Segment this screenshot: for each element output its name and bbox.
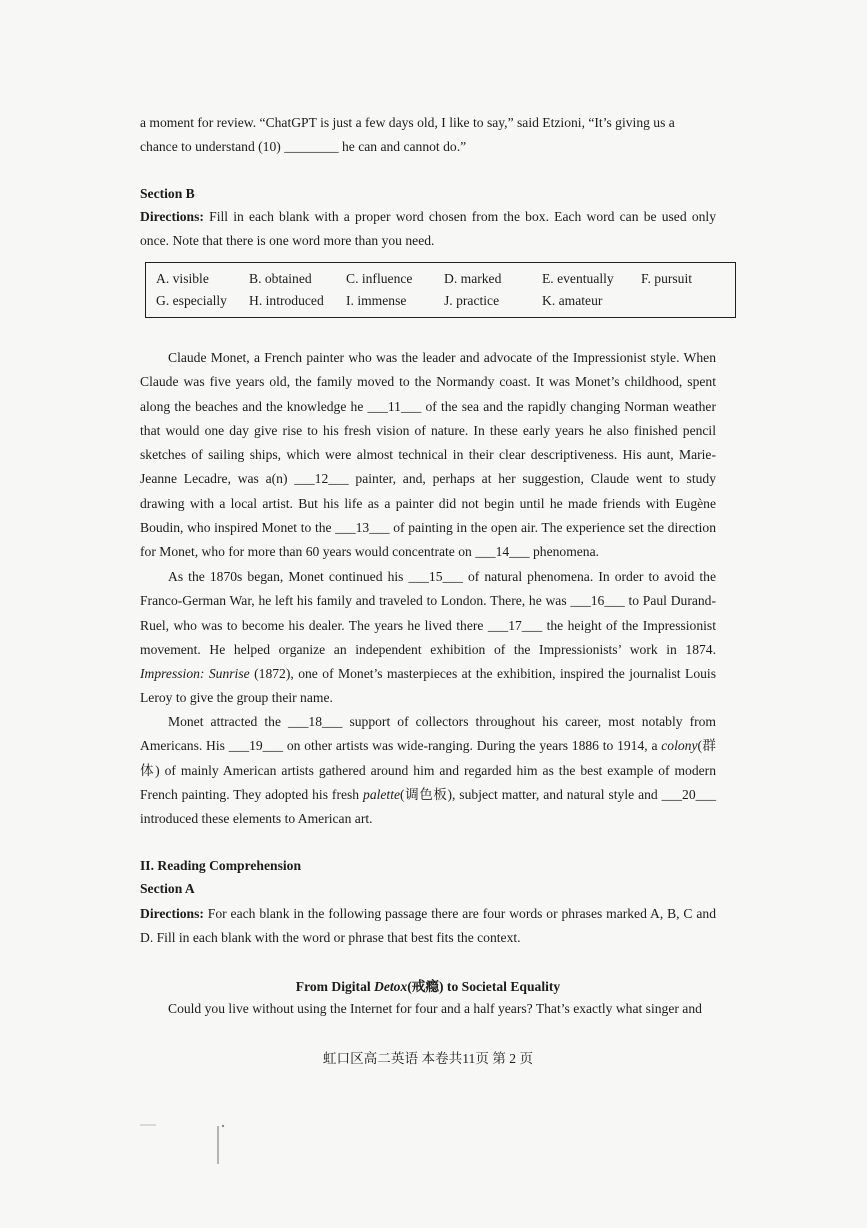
word-option: I. immense [346, 293, 407, 308]
pen-mark-icon [212, 1122, 232, 1167]
word-option: A. visible [156, 271, 209, 286]
directions-label: Directions: [140, 209, 204, 224]
word-option: E. eventually [542, 271, 614, 286]
intro-line-2: chance to understand (10) ________ he can and cannot do.” [140, 139, 467, 154]
word-option: J. practice [444, 293, 500, 308]
article-title-italic: Detox [374, 979, 408, 994]
word-option: C. influence [346, 271, 413, 286]
page-footer: 虹口区高二英语 本卷共11页 第 2 页 [322, 1051, 534, 1066]
intro-line-1: a moment for review. “ChatGPT is just a few days old, I like to say,” said Etzioni, “It’s giving us a [140, 115, 675, 130]
palette-word: palette [363, 786, 401, 802]
article-title-part-a: From Digital [295, 979, 375, 994]
word-box [145, 262, 736, 318]
section-b-directions [140, 205, 716, 254]
section-b-title: Section B [140, 186, 195, 201]
passage-paragraph-2 [140, 565, 716, 711]
word-option: K. amateur [542, 293, 603, 308]
paragraph-3-text-a: Monet attracted the ___18___ support of collectors throughout his career, most notably from Americans. His ___19___ on other artists was wide-ranging. During the years 1886 to 1914, a [140, 714, 716, 754]
paragraph-2-text-a: As the 1870s began, Monet continued his ___15___ of natural phenomena. In order to avoid the Franco-German War, he left his family and traveled to London. There, he was ___16___ to Paul Durand-Ruel, who was to become his dealer. The years he lived there ___17___ the height of the Impressionist movement. He helped organize an independent exhibition of the Impressionists’ work in 1874. [140, 569, 716, 657]
colony-gloss: (群体) [140, 738, 716, 778]
reading-comprehension-title: II. Reading Comprehension [140, 858, 302, 873]
reading-directions-text: For each blank in the following passage there are four words or phrases marked A, B, C and D. Fill in each blank with the word or phrase that best fits the context. [140, 906, 716, 946]
word-option: G. especially [156, 293, 227, 308]
artwork-title: Impression: Sunrise [140, 666, 250, 682]
word-option: H. introduced [249, 293, 324, 308]
reading-directions [140, 902, 716, 951]
article-title [140, 975, 716, 995]
reading-section-a-title: Section A [140, 881, 195, 896]
paragraph-3-text-c: , subject matter, and natural style and ___20___ introduced these elements to American art. [140, 786, 717, 827]
directions-text: Fill in each blank with a proper word chosen from the box. Each word can be used only once. Note that there is one word more than you need. [140, 209, 716, 249]
smudge-mark-icon [138, 1122, 160, 1128]
word-option: B. obtained [249, 271, 312, 286]
article-first-line: Could you live without using the Internet for four and a half years? That’s exactly what singer and [168, 1001, 702, 1016]
word-option: F. pursuit [641, 271, 693, 286]
paragraph-3-text-b: of mainly American artists gathered around him and regarded him as the best example of modern French painting. They adopted his fresh [140, 762, 717, 802]
article-title-part-b: (戒瘾) to Societal Equality [407, 979, 561, 994]
palette-gloss: (调色板) [400, 786, 452, 802]
reading-directions-label: Directions: [140, 906, 204, 921]
word-option: D. marked [444, 271, 502, 286]
passage-paragraph-1: Claude Monet, a French painter who was the leader and advocate of the Impressionist style. When Claude was five years old, the family moved to the Normandy coast. It was Monet’s childhood, spent along the beaches and the knowledge he ___11___ of the sea and the rapidly changing Norman weather that would one day give rise to his fresh vision of nature. In these early years he also finished pencil sketches of sailing ships, which were almost technical in their clear descriptiveness. His aunt, Marie-Jeanne Lecadre, was a(n) ___12___ painter, and, perhaps at her suggestion, Claude went to study drawing with a local artist. But his life as a painter did not begin until he made friends with Eugène Boudin, who inspired Monet to the ___13___ of painting in the open air. The experience set the direction for Monet, who for more than 60 years would concentrate on ___14___ phenomena. [140, 350, 716, 560]
colony-word: colony [661, 738, 698, 754]
passage-paragraph-3 [140, 710, 716, 831]
paragraph-2-text-b: (1872), one of Monet’s masterpieces at the exhibition, inspired the journalist Louis Leroy to give the group their name. [140, 666, 716, 706]
